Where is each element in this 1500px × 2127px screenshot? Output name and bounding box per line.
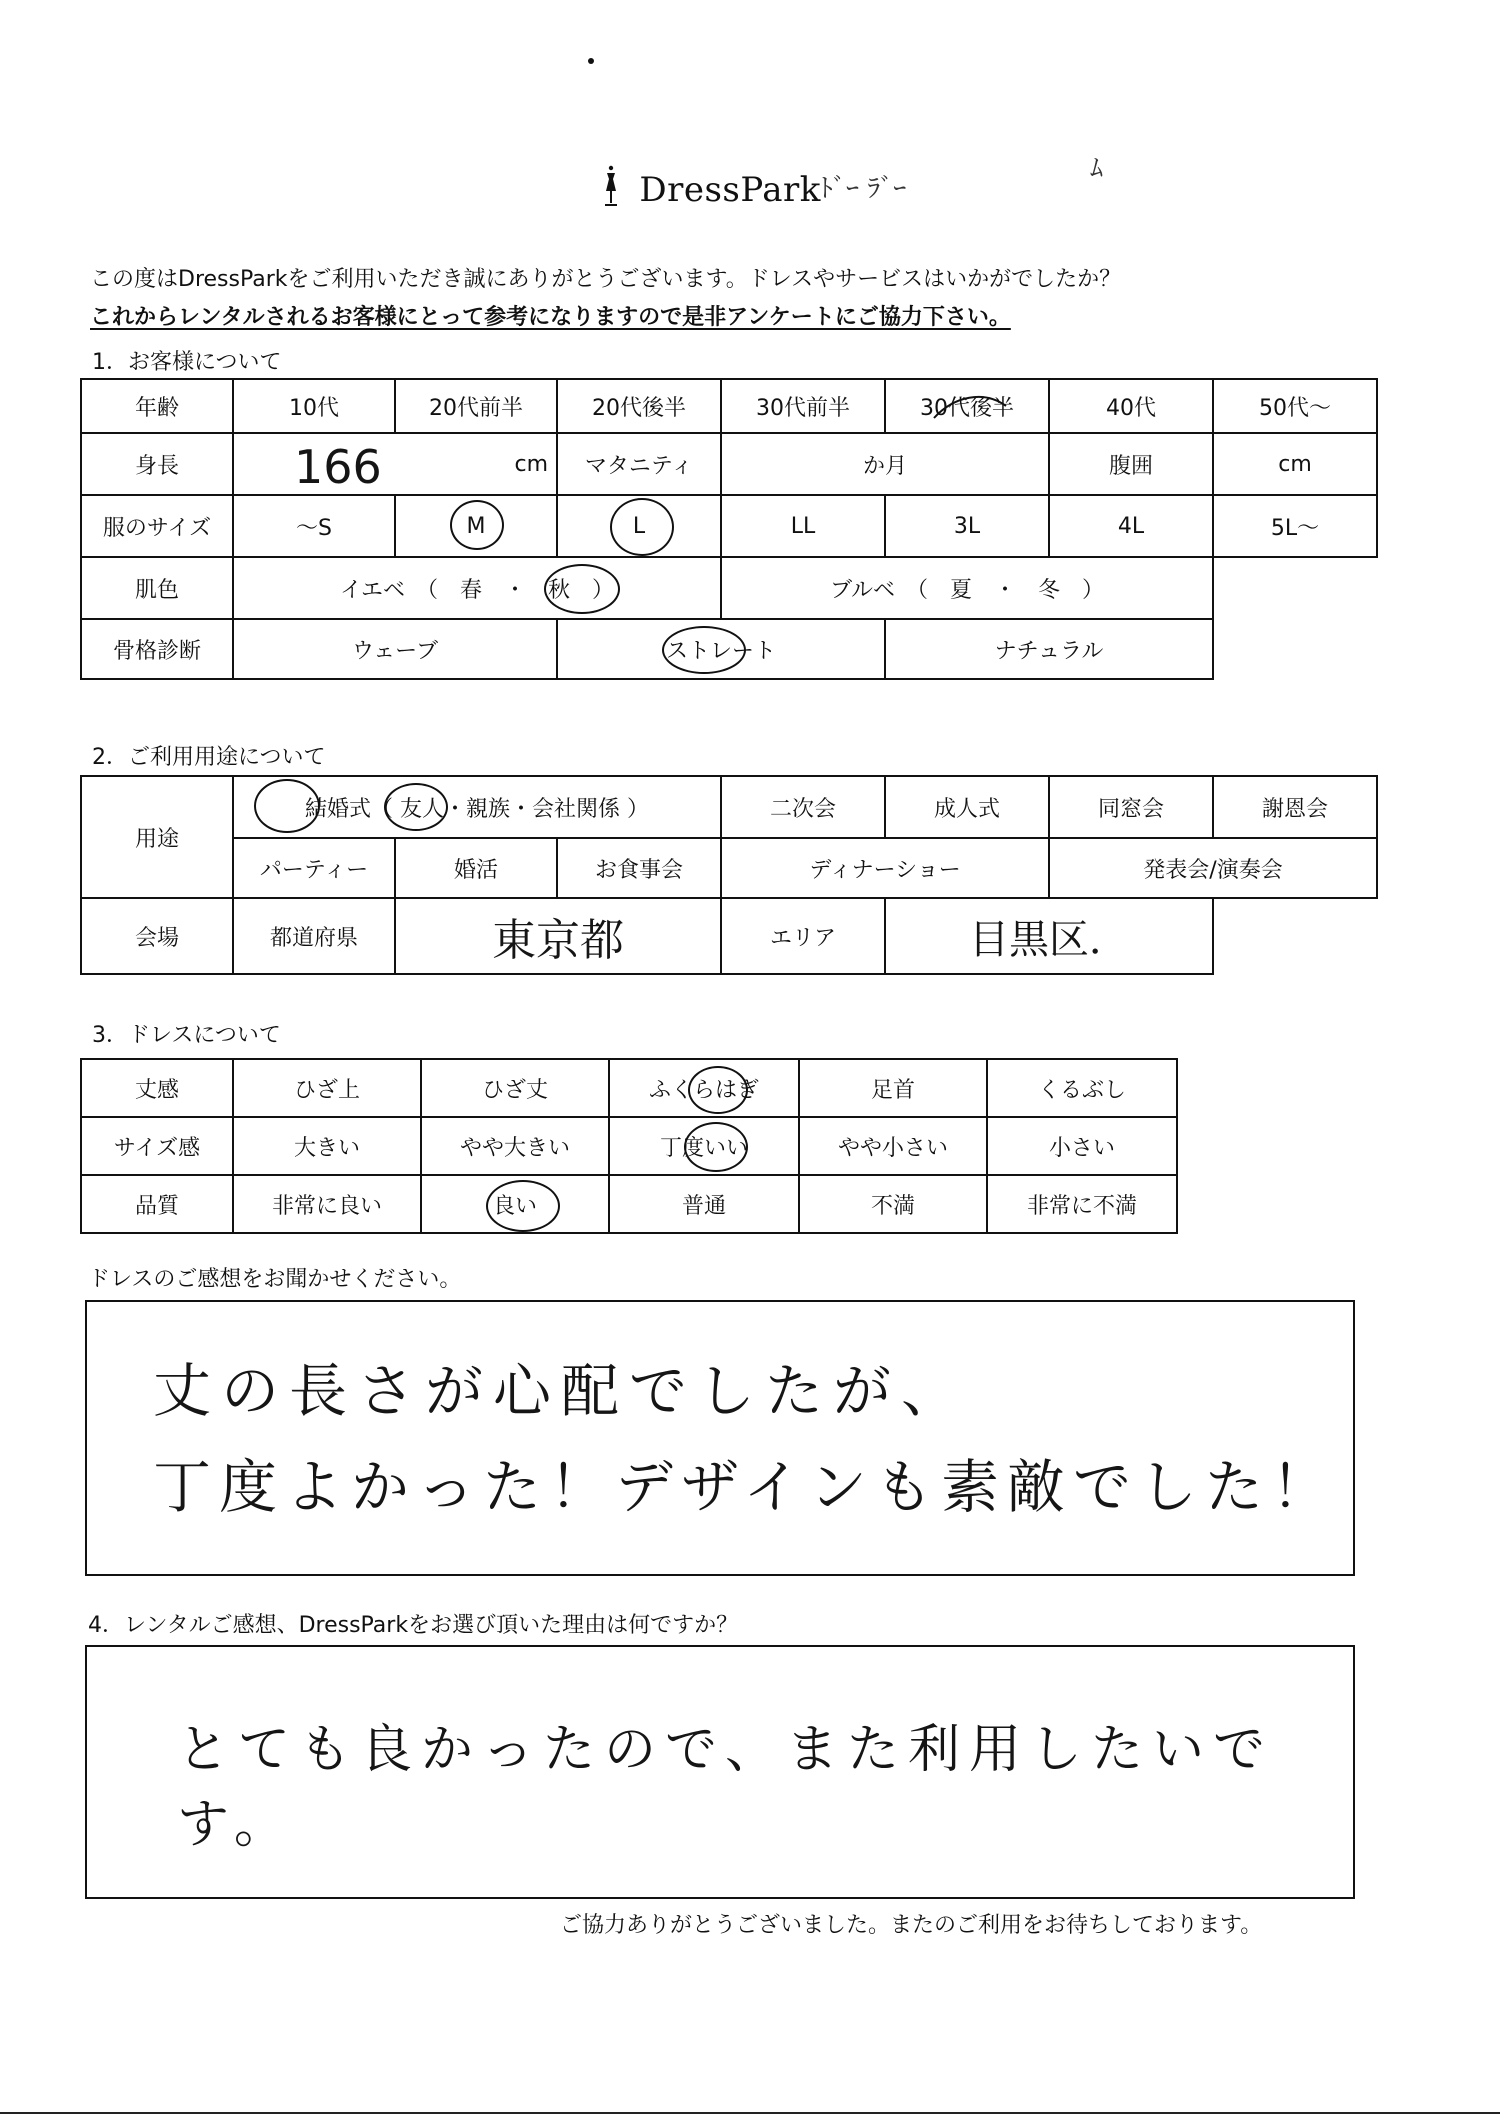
prefecture-value[interactable]: 東京都 xyxy=(395,898,721,974)
dress-quality-option-text: 良い xyxy=(492,1193,537,1219)
waist-unit[interactable]: cm xyxy=(1213,433,1377,495)
maternity-label: マタニティ xyxy=(557,433,721,495)
frame-option[interactable]: ナチュラル xyxy=(885,619,1213,679)
frame-row xyxy=(81,619,1377,679)
purpose-row-2 xyxy=(81,838,1377,898)
skin-yellow-base-text: イエベ （ 春 ・ 秋 ） xyxy=(339,577,615,603)
impressions-line-1: 丈の長さが心配でしたが、 xyxy=(153,1357,970,1425)
section-1-title: 1．お客様について xyxy=(92,350,282,375)
size-option[interactable]: 3L xyxy=(885,495,1049,557)
dress-length-option[interactable]: ひざ上 xyxy=(233,1059,421,1117)
size-option[interactable]: 5L～ xyxy=(1213,495,1377,557)
size-label: 服のサイズ xyxy=(81,495,233,557)
age-option[interactable]: 30代前半 xyxy=(721,379,885,433)
empty-cell xyxy=(1213,557,1377,619)
maternity-months[interactable]: か月 xyxy=(721,433,1049,495)
purpose-wedding-text: 結婚式（ 友人・親族・会社関係 ） xyxy=(305,796,649,822)
purpose-option[interactable]: 謝恩会 xyxy=(1213,776,1377,838)
strike-mark-icon xyxy=(924,386,1014,426)
age-option[interactable]: 50代～ xyxy=(1213,379,1377,433)
dress-length-option[interactable]: ひざ丈 xyxy=(421,1059,609,1117)
height-unit: cm xyxy=(514,452,548,477)
purpose-option[interactable]: ディナーショー xyxy=(721,838,1049,898)
scan-edge-line xyxy=(0,2112,1500,2114)
frame-option[interactable]: ウェーブ xyxy=(233,619,557,679)
dress-size-option[interactable]: 大きい xyxy=(233,1117,421,1175)
dress-size-option-selected[interactable] xyxy=(609,1117,799,1175)
dress-quality-label: 品質 xyxy=(81,1175,233,1233)
dress-length-option[interactable]: くるぶし xyxy=(987,1059,1177,1117)
purpose-option[interactable]: お食事会 xyxy=(557,838,721,898)
intro-line-1: この度はDressParkをご利用いただき誠にありがとうございます。ドレスやサービスはいかがでしたか？ xyxy=(90,267,1122,292)
dress-length-option[interactable]: 足首 xyxy=(799,1059,987,1117)
dress-length-option-text: ふくらはぎ xyxy=(648,1077,759,1103)
skin-blue-base[interactable]: ブルベ （ 夏 ・ 冬 ） xyxy=(721,557,1213,619)
purpose-option[interactable]: 発表会/演奏会 xyxy=(1049,838,1377,898)
purpose-option[interactable]: 二次会 xyxy=(721,776,885,838)
skin-yellow-base[interactable] xyxy=(233,557,721,619)
empty-cell xyxy=(1213,619,1377,679)
size-option-selected[interactable] xyxy=(557,495,721,557)
dress-size-option-text: 丁度いい xyxy=(659,1135,748,1161)
selection-circle-icon xyxy=(610,498,674,556)
prefecture-label: 都道府県 xyxy=(233,898,395,974)
purpose-option[interactable]: 同窓会 xyxy=(1049,776,1213,838)
age-option[interactable]: 20代後半 xyxy=(557,379,721,433)
purpose-label: 用途 xyxy=(81,776,233,898)
purpose-wedding[interactable] xyxy=(233,776,721,838)
section-3-title: 3．ドレスについて xyxy=(92,1023,281,1048)
size-option-text: L xyxy=(632,513,646,539)
section-2-title: 2．ご利用用途について xyxy=(92,745,326,770)
dress-size-option[interactable]: やや小さい xyxy=(799,1117,987,1175)
frame-label: 骨格診断 xyxy=(81,619,233,679)
selection-circle-icon xyxy=(662,626,746,674)
height-value: 166 xyxy=(294,440,382,494)
area-value[interactable]: 目黒区． xyxy=(885,898,1213,974)
age-option[interactable]: 10代 xyxy=(233,379,395,433)
selection-circle-icon xyxy=(384,783,448,831)
frame-option-text: ストレート xyxy=(665,638,776,664)
dress-quality-option[interactable]: 非常に良い xyxy=(233,1175,421,1233)
selection-circle-icon xyxy=(688,1066,748,1114)
skin-row xyxy=(81,557,1377,619)
impressions-prompt: ドレスのご感想をお聞かせください。 xyxy=(88,1267,462,1292)
impressions-line-2: 丁度よかった！デザインも素敵でした！ xyxy=(153,1453,1337,1521)
purpose-row-1 xyxy=(81,776,1377,838)
size-option-text: M xyxy=(466,513,486,539)
age-label: 年齢 xyxy=(81,379,233,433)
dress-quality-option[interactable]: 普通 xyxy=(609,1175,799,1233)
waist-label: 腹囲 xyxy=(1049,433,1213,495)
height-row xyxy=(81,433,1377,495)
reason-answer: とても良かったので、また利用したいです。 xyxy=(177,1720,1274,1855)
dress-quality-option-selected[interactable] xyxy=(421,1175,609,1233)
purpose-option[interactable]: 成人式 xyxy=(885,776,1049,838)
impressions-box[interactable] xyxy=(85,1300,1355,1576)
selection-circle-icon xyxy=(684,1122,748,1172)
age-option[interactable]: 40代 xyxy=(1049,379,1213,433)
age-option-text: 30代後半 xyxy=(920,395,1014,421)
dress-size-label: サイズ感 xyxy=(81,1117,233,1175)
age-option-selected[interactable] xyxy=(885,379,1049,433)
dress-quality-option[interactable]: 非常に不満 xyxy=(987,1175,1177,1233)
empty-cell xyxy=(1213,898,1377,974)
dress-size-row xyxy=(81,1117,1177,1175)
selection-circle-icon xyxy=(544,564,620,614)
selection-circle-icon xyxy=(450,500,504,550)
dress-table xyxy=(80,1058,1178,1234)
size-option[interactable]: LL xyxy=(721,495,885,557)
age-option[interactable]: 20代前半 xyxy=(395,379,557,433)
size-option-selected[interactable] xyxy=(395,495,557,557)
dress-length-option-selected[interactable] xyxy=(609,1059,799,1117)
size-option[interactable]: ～S xyxy=(233,495,395,557)
area-label: エリア xyxy=(721,898,885,974)
brand-name: DressPark xyxy=(639,170,821,210)
intro-line-2: これからレンタルされるお客様にとって参考になりますので是非アンケートにご協力下さい。 xyxy=(90,305,1011,330)
venue-row xyxy=(81,898,1377,974)
size-option[interactable]: 4L xyxy=(1049,495,1213,557)
dress-quality-row xyxy=(81,1175,1177,1233)
dress-form-icon xyxy=(600,165,622,209)
customer-table xyxy=(80,378,1378,680)
dress-length-label: 丈感 xyxy=(81,1059,233,1117)
section-4-title: 4．レンタルご感想、DressParkをお選び頂いた理由は何ですか？ xyxy=(88,1613,739,1638)
size-row xyxy=(81,495,1377,557)
frame-option-selected[interactable] xyxy=(557,619,885,679)
dress-quality-option[interactable]: 不満 xyxy=(799,1175,987,1233)
purpose-option[interactable]: パーティー xyxy=(233,838,395,898)
purpose-option[interactable]: 婚活 xyxy=(395,838,557,898)
skin-label: 肌色 xyxy=(81,557,233,619)
height-label: 身長 xyxy=(81,433,233,495)
scan-dot xyxy=(588,58,594,64)
usage-table xyxy=(80,775,1378,975)
dress-length-row xyxy=(81,1059,1177,1117)
height-field[interactable] xyxy=(233,433,557,495)
reason-box[interactable] xyxy=(85,1645,1355,1899)
brand-logo xyxy=(600,165,821,210)
footer-thanks: ご協力ありがとうございました。またのご利用をお待ちしております。 xyxy=(560,1913,1263,1938)
handwritten-mark: ﾑ xyxy=(1090,154,1104,184)
venue-label: 会場 xyxy=(81,898,233,974)
handwritten-scribble: ﾄﾞｰ ﾗﾞｰ xyxy=(820,174,907,204)
selection-circle-icon xyxy=(486,1180,560,1232)
dress-size-option[interactable]: やや大きい xyxy=(421,1117,609,1175)
dress-size-option[interactable]: 小さい xyxy=(987,1117,1177,1175)
age-row xyxy=(81,379,1377,433)
selection-circle-icon xyxy=(254,779,320,833)
